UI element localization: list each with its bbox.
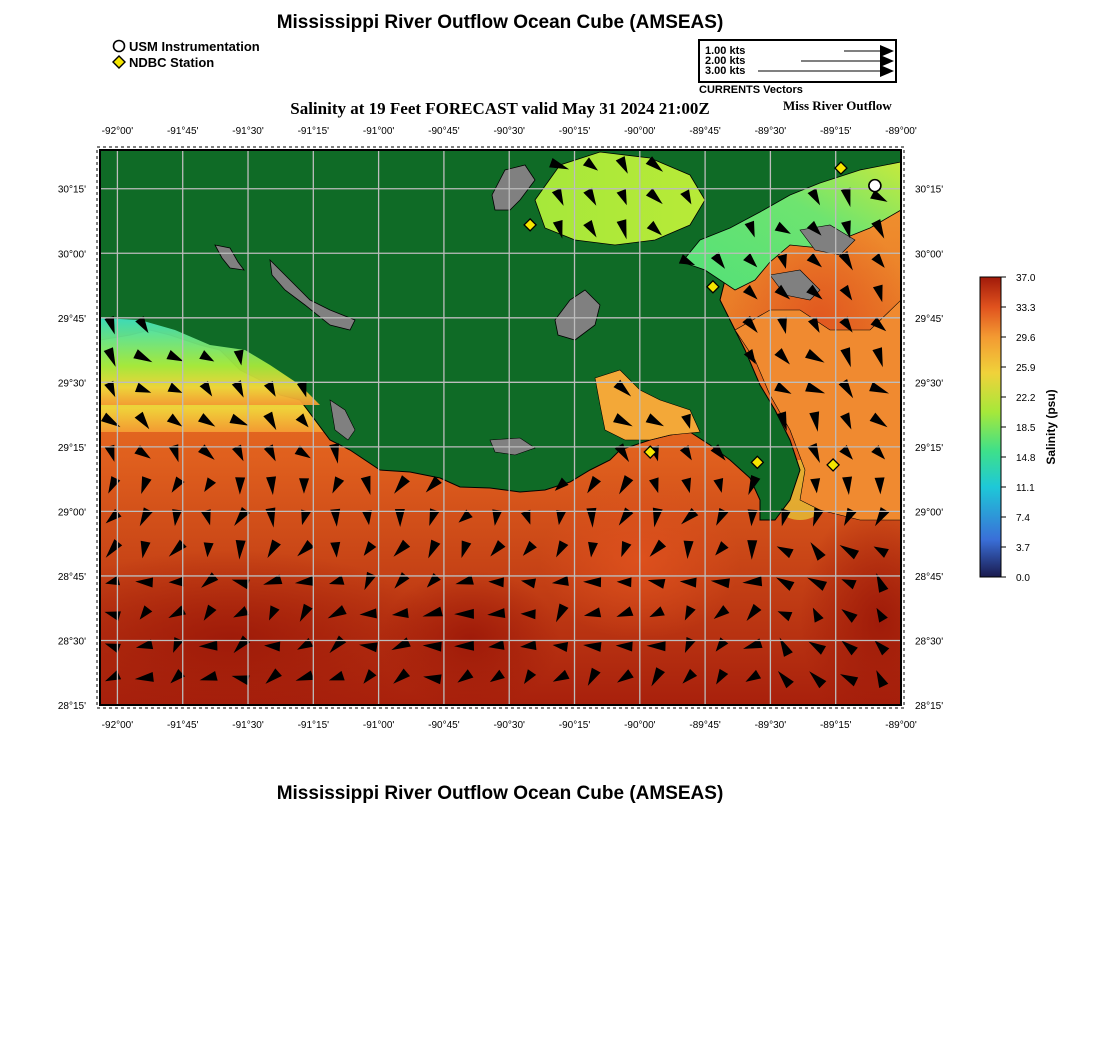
colorbar-label: Salinity (psu) [1044,389,1058,465]
lon-tick-label-bottom: -91°45' [166,720,199,731]
lon-tick-label-top: -90°45' [428,126,460,137]
lat-tick-label-right: 29°00' [915,507,944,519]
bottom-title: Mississippi River Outflow Ocean Cube (AMSEAS) [276,783,724,804]
lat-tick-label-left: 29°30' [57,378,86,390]
lat-tick-label-right: 29°30' [915,378,944,390]
lon-tick-label-bottom: -89°00' [885,720,917,731]
lon-tick-label-bottom: -90°30' [493,720,525,731]
colorbar-ramp [980,277,1001,577]
legend-ndbc-label: NDBC Station [129,54,215,70]
lon-tick-label-top: -91°45' [166,126,199,137]
lon-tick-label-top: -90°30' [493,126,525,137]
colorbar-tick-label: 37.0 [1016,273,1036,284]
lat-tick-label-right: 28°30' [915,636,944,648]
lon-tick-label-top: -90°15' [558,126,591,137]
lat-tick-label-left: 28°15' [57,701,86,712]
legend-usm-label: USM Instrumentation [129,38,260,54]
lon-tick-label-bottom: -90°00' [624,720,656,731]
lon-tick-label-top: -89°15' [819,126,852,137]
colorbar-tick-label: 3.7 [1016,543,1030,554]
colorbar-tick-label: 22.2 [1016,393,1036,404]
lon-tick-label-bottom: -89°15' [819,720,852,731]
lon-tick-label-bottom: -90°45' [428,720,460,731]
lon-tick-label-bottom: -91°15' [297,720,330,731]
vector-scale-label-2: 2.00 kts [705,55,746,67]
lon-tick-label-top: -91°00' [362,126,395,137]
lon-tick-label-top: -89°45' [689,126,721,137]
lat-labels-left [58,185,86,712]
lon-tick-label-top: -91°15' [297,126,330,137]
lon-tick-label-bottom: -89°30' [754,720,787,731]
lat-tick-label-left: 29°45' [57,313,86,325]
vector-scale-label-3: 3.00 kts [705,65,746,77]
colorbar-tick-label: 25.9 [1016,363,1036,374]
lon-tick-label-top: -90°00' [624,126,656,137]
lat-tick-label-right: 29°15' [915,442,944,454]
lon-tick-label-bottom: -91°00' [362,720,395,731]
colorbar-tick-label: 14.8 [1016,453,1036,464]
colorbar [980,273,1058,584]
map-subtitle: Salinity at 19 Feet FORECAST valid May 31 2024 21:00Z [290,99,710,118]
lat-tick-label-left: 29°00' [57,507,86,519]
colorbar-tick-label: 33.3 [1016,303,1036,314]
lat-tick-label-right: 29°45' [915,313,944,325]
lon-tick-label-bottom: -91°30' [232,720,264,731]
lon-labels-bottom [102,720,917,731]
vector-caption: CURRENTS Vectors [699,84,803,96]
lon-tick-label-bottom: -89°45' [689,720,721,731]
colorbar-tick-label: 7.4 [1016,513,1030,524]
map-title: Mississippi River Outflow Ocean Cube (AMSEAS) [276,12,724,33]
lat-tick-label-right: 28°15' [915,701,944,712]
colorbar-tick-label: 0.0 [1016,573,1030,584]
lon-tick-label-top: -91°30' [232,126,264,137]
lat-tick-label-right: 30°15' [915,184,944,196]
usm-station-marker [869,180,881,192]
colorbar-tick-label: 11.1 [1016,483,1035,494]
lat-tick-label-left: 29°15' [57,442,86,454]
lat-labels-right [915,185,943,712]
colorbar-tick-label: 29.6 [1016,333,1036,344]
lon-tick-label-top: -89°00' [885,126,917,137]
lat-tick-label-left: 28°30' [57,636,86,648]
lon-labels-top [102,126,917,137]
colorbar-tick-label: 18.5 [1016,423,1036,434]
lat-tick-label-right: 28°45' [915,571,944,583]
lat-tick-label-left: 30°15' [57,184,86,196]
lat-tick-label-left: 28°45' [57,571,86,583]
lat-tick-label-right: 30°00' [915,249,944,261]
lon-tick-label-top: -92°00' [101,126,134,137]
lon-tick-label-bottom: -92°00' [101,720,134,731]
lon-tick-label-bottom: -90°15' [558,720,591,731]
vector-scale-label-1: 1.00 kts [705,45,746,57]
colorbar-ticks [1001,273,1036,584]
region-label: Miss River Outflow [783,98,892,113]
lat-tick-label-left: 30°00' [57,249,86,261]
lon-tick-label-top: -89°30' [754,126,787,137]
